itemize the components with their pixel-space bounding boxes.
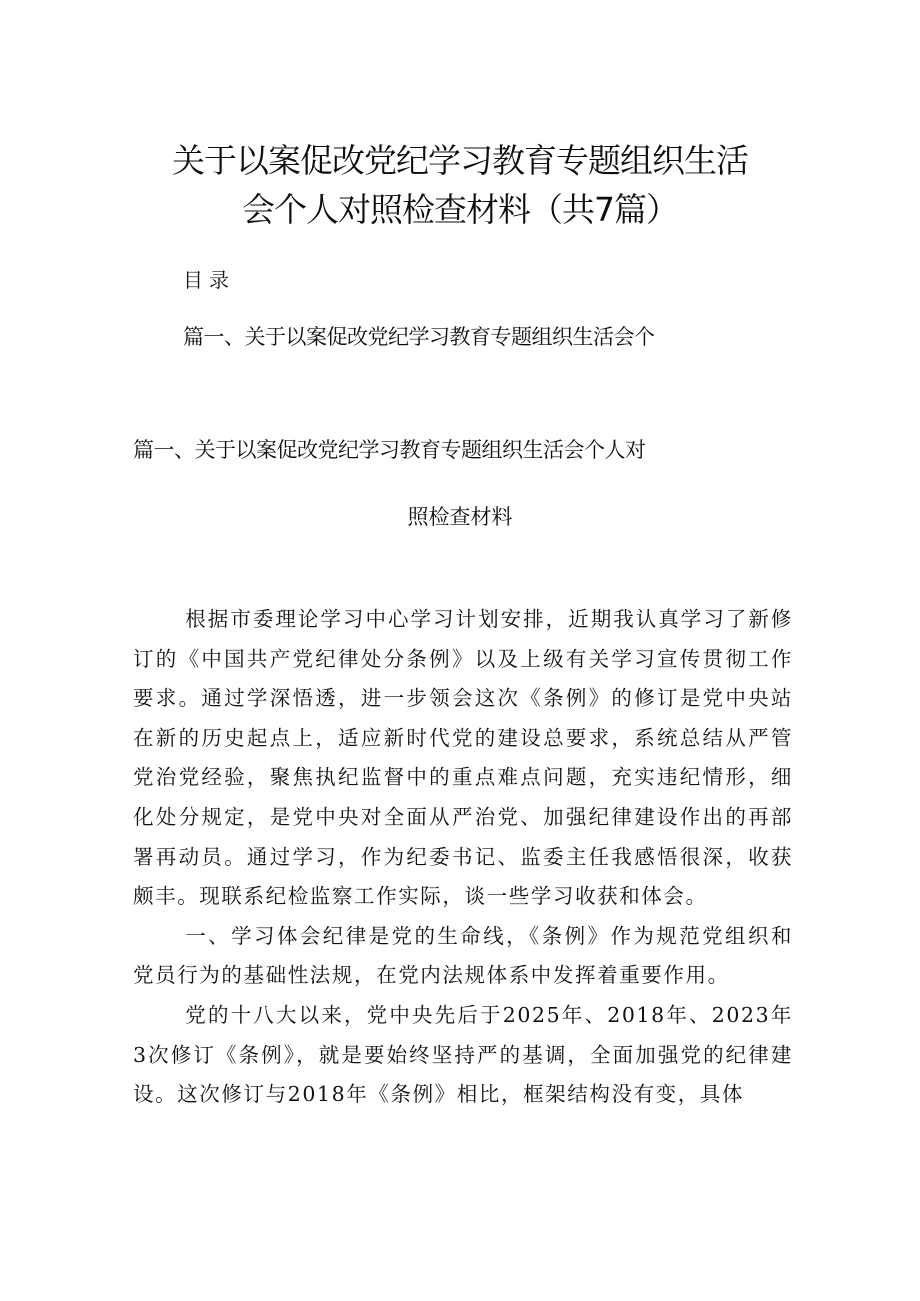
toc-item-1[interactable]: 篇一、关于以案促改党纪学习教育专题组织生活会个 — [183, 325, 655, 349]
section-heading-line-1: 篇一、关于以案促改党纪学习教育专题组织生活会个人对 — [133, 438, 646, 462]
section-heading-line-2: 照检查材料 — [407, 505, 513, 529]
body-text — [133, 600, 793, 1115]
document-title-line-1: 关于以案促改党纪学习教育专题组织生活 — [172, 141, 748, 180]
paragraph: 党的十八大以来，党中央先后于2025年、2018年、2023年3次修订《条例》，就是要始终坚持严的基调，全面加强党的纪律建设。这次修订与2018年《条例》相比，框架结构没有变，具体 — [133, 1002, 793, 1107]
paragraph: 一、学习体会纪律是党的生命线，《条例》作为规范党组织和党员行为的基础性法规，在党内法规体系中发挥着重要作用。 — [133, 923, 793, 988]
paragraph: 根据市委理论学习中心学习计划安排，近期我认真学习了新修订的《中国共产党纪律处分条例》以及上级有关学习宣传贯彻工作要求。通过学深悟透，进一步领会这次《条例》的修订是党中央站在新的历史起点上，适应新时代党的建设总要求，系统总结从严管党治党经验，聚焦执纪监督中的重点难点问题，充实违纪情形，细化处分规定，是党中央对全面从严治党、加强纪律建设作出的再部署再动员。通过学习，作为纪委书记、监委主任我感悟很深，收获颇丰。现联系纪检监察工作实际，谈一些学习收获和体会。 — [133, 607, 793, 909]
toc-label: 目录 — [183, 268, 235, 292]
document-title-line-2: 会个人对照检查材料（共7篇） — [242, 190, 678, 229]
